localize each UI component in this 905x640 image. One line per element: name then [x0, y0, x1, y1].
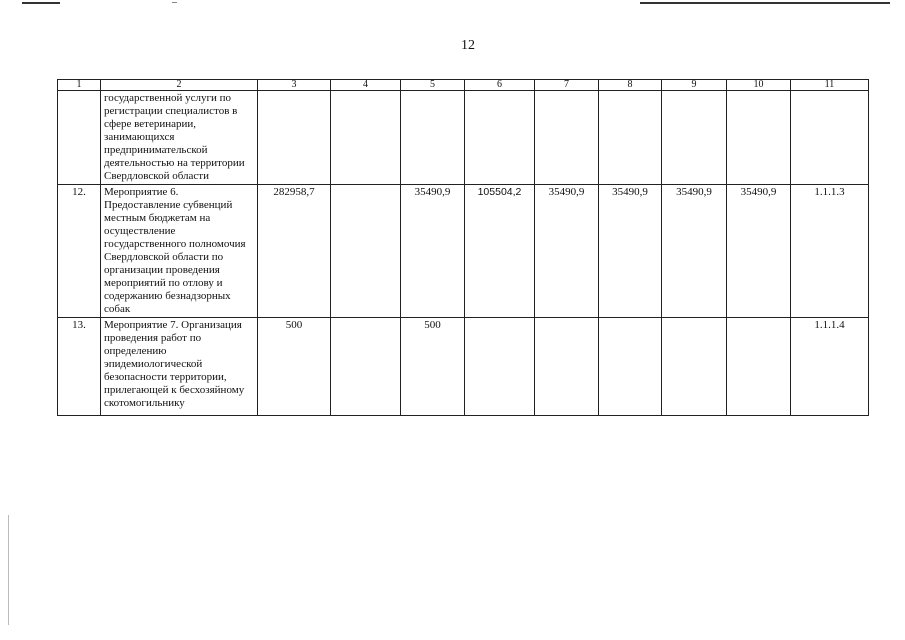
value-cell-col6: 105504,2: [465, 185, 535, 318]
value-cell-col5: 35490,9: [401, 185, 465, 318]
column-header-11: 11: [791, 80, 869, 91]
scan-artifact-line-right: [640, 2, 890, 4]
value-cell-col10: [727, 91, 791, 185]
value-cell-col7: 35490,9: [535, 185, 599, 318]
value-cell-col3: [258, 91, 331, 185]
column-header-2: 2: [101, 80, 258, 91]
value-cell-col5: [401, 91, 465, 185]
scan-artifact-line-left: [22, 2, 60, 4]
value-cell-col9: [662, 318, 727, 416]
activity-name-cell: Мероприятие 6. Предоставление субвенций местным бюджетам на осуществление государственного полномочия Свердловской области по организации проведения мероприятий по отлову и содержанию безнадзорных собак: [101, 185, 258, 318]
page-number: 12: [461, 38, 475, 53]
value-cell-col9: 35490,9: [662, 185, 727, 318]
value-cell-col4: [331, 91, 401, 185]
scan-artifact-dot: [172, 2, 177, 3]
column-header-1: 1: [58, 80, 101, 91]
target-code-cell: 1.1.1.3: [791, 185, 869, 318]
column-header-3: 3: [258, 80, 331, 91]
column-number-row: [58, 80, 869, 91]
column-header-6: 6: [465, 80, 535, 91]
value-cell-col4: [331, 185, 401, 318]
value-cell-col3: 282958,7: [258, 185, 331, 318]
column-header-5: 5: [401, 80, 465, 91]
table-row: [58, 318, 869, 416]
value-cell-col7: [535, 318, 599, 416]
value-cell-col8: [599, 91, 662, 185]
table-row: [58, 91, 869, 185]
value-cell-col3: 500: [258, 318, 331, 416]
column-header-10: 10: [727, 80, 791, 91]
value-cell-col6: [465, 91, 535, 185]
value-cell-col10: [727, 318, 791, 416]
row-number-cell: 12.: [58, 185, 101, 318]
activity-name-cell: Мероприятие 7. Организация проведения работ по определению эпидемиологической безопасности территории, прилегающей к бесхозяйному скотомогильнику: [101, 318, 258, 416]
activity-name-cell: государственной услуги по регистрации специалистов в сфере ветеринарии, занимающихся предпринимательской деятельностью на территории Свердловской области: [101, 91, 258, 185]
value-cell-col5: 500: [401, 318, 465, 416]
column-header-7: 7: [535, 80, 599, 91]
value-cell-col9: [662, 91, 727, 185]
row-number-cell: [58, 91, 101, 185]
column-header-4: 4: [331, 80, 401, 91]
value-cell-col4: [331, 318, 401, 416]
target-code-cell: [791, 91, 869, 185]
target-code-cell: 1.1.1.4: [791, 318, 869, 416]
column-header-9: 9: [662, 80, 727, 91]
value-cell-col7: [535, 91, 599, 185]
scan-artifact-edge: [8, 515, 9, 625]
column-header-8: 8: [599, 80, 662, 91]
program-activities-table: [57, 79, 869, 416]
value-cell-col6: [465, 318, 535, 416]
table-row: [58, 185, 869, 318]
value-cell-col8: 35490,9: [599, 185, 662, 318]
value-cell-col10: 35490,9: [727, 185, 791, 318]
row-number-cell: 13.: [58, 318, 101, 416]
value-cell-col8: [599, 318, 662, 416]
